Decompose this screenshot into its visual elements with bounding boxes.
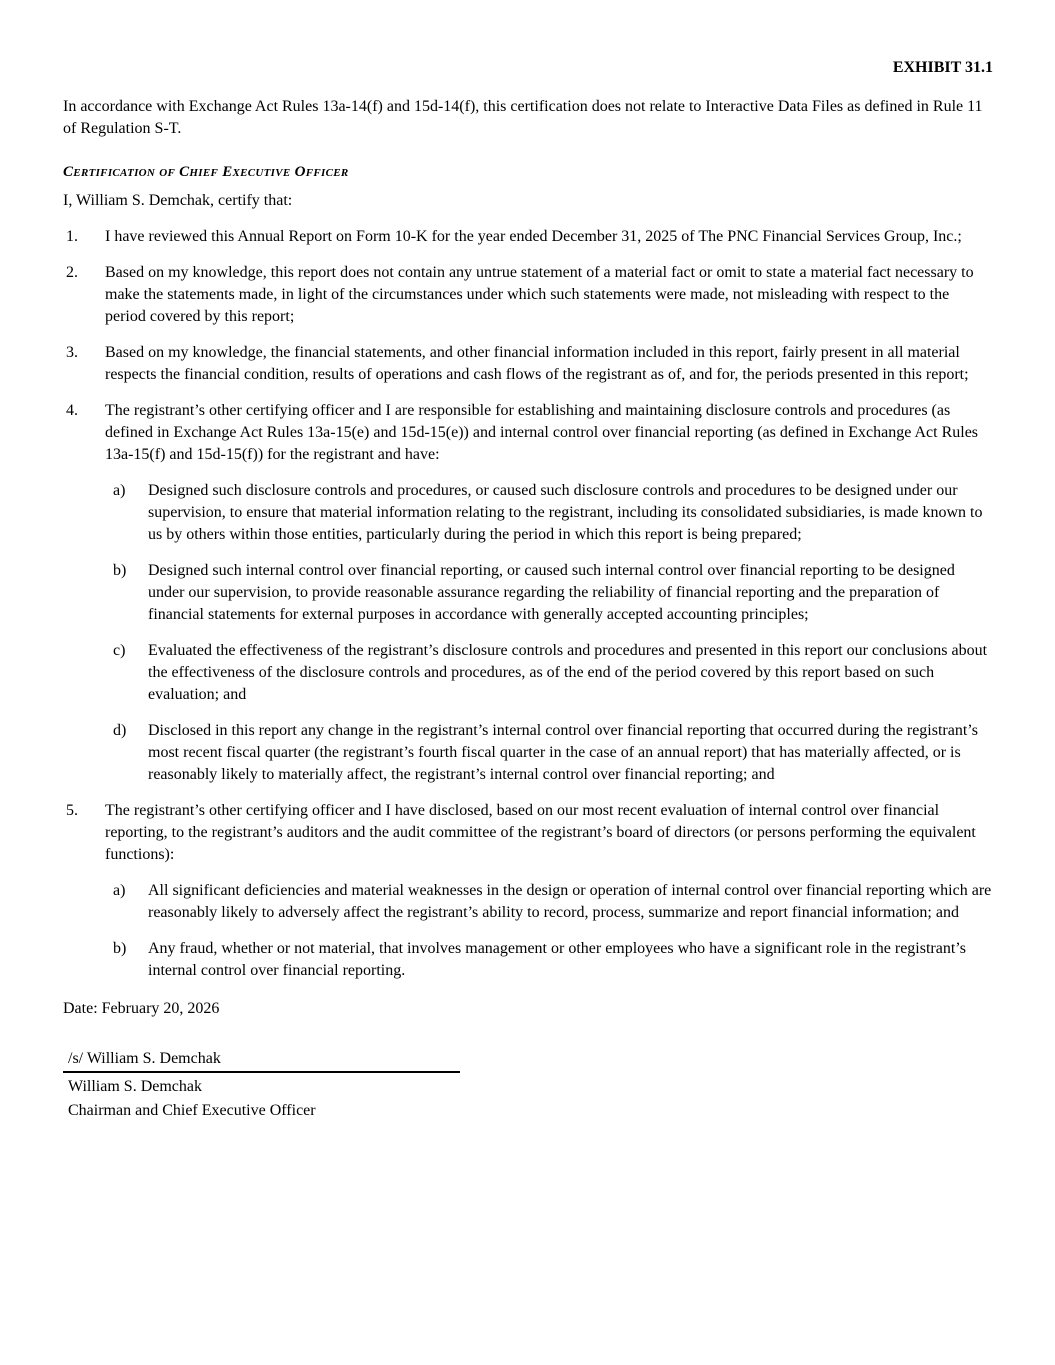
certify-line: I, William S. Demchak, certify that: [63,192,293,209]
sub-item-marker: c) [113,642,126,659]
sub-item-text: Disclosed in this report any change in the registrant’s internal control over financial reporting that occurred during the registrant’s most recent fiscal quarter (the registrant’s fourth fiscal quarter in the case of an annual report) that has materially affected, or is reasonably likely to materially affect, the registrant’s internal control over financial reporting; and [148,722,978,783]
list-item-4d [110,720,993,786]
list-item-text: The registrant’s other certifying officer and I are responsible for establishing and maintaining disclosure controls and procedures (as defined in Exchange Act Rules 13a-15(e) and 15d-15(e)) and internal control over financial reporting (as defined in Exchange Act Rules 13a-15(f) and 15d-15(f)) for the registrant and have: [105,402,979,463]
signer-name: William S. Demchak [68,1078,202,1095]
list-item-4 [63,400,993,466]
list-item-marker: 1. [66,228,78,245]
section-heading: Certification of Chief Executive Officer [63,164,349,180]
list-item-5b [110,938,993,982]
sub-item-text: Evaluated the effectiveness of the registrant’s disclosure controls and procedures and presented in this report our conclusions about the effectiveness of the disclosure controls and procedures, as of the end of the period covered by this report based on such evaluation; and [148,642,988,703]
list-item-text: The registrant’s other certifying officer and I have disclosed, based on our most recent evaluation of internal control over financial reporting, to the registrant’s auditors and the audit committee of the registrant’s board of directors (or persons performing the equivalent functions): [105,802,976,863]
sub-item-text: All significant deficiencies and material weaknesses in the design or operation of internal control over financial reporting which are reasonably likely to adversely affect the registrant’s ability to record, process, summarize and report financial information; and [148,882,992,921]
list-item-marker: 5. [66,802,78,819]
list-item-5 [63,800,993,866]
signature-text: /s/ William S. Demchak [63,1048,460,1073]
list-item-4a [110,480,993,546]
list-item-4b [110,560,993,626]
sub-item-marker: a) [113,482,126,499]
list-item-text: Based on my knowledge, the financial statements, and other financial information included in this report, fairly present in all material respects the financial condition, results of operations and cash flows of the registrant as of, and for, the periods presented in this report; [105,344,969,383]
list-item-text: I have reviewed this Annual Report on Form 10-K for the year ended December 31, 2025 of The PNC Financial Services Group, Inc.; [105,228,962,245]
list-item-marker: 3. [66,344,78,361]
signature-block [63,1048,993,1122]
sub-item-marker: a) [113,882,126,899]
date-line: Date: February 20, 2026 [63,1000,220,1017]
sub-item-text: Any fraud, whether or not material, that involves management or other employees who have a significant role in the registrant’s internal control over financial reporting. [148,940,966,979]
sub-item-text: Designed such internal control over financial reporting, or caused such internal control over financial reporting to be designed under our supervision, to provide reasonable assurance regarding the reliability of financial reporting and the preparation of financial statements for external purposes in accordance with generally accepted accounting principles; [148,562,955,623]
signer-title: Chairman and Chief Executive Officer [68,1102,316,1119]
sub-item-marker: d) [113,722,127,739]
intro-paragraph: In accordance with Exchange Act Rules 13a-14(f) and 15d-14(f), this certification does not relate to Interactive Data Files as defined in Rule 11 of Regulation S-T. [63,98,983,137]
list-item-marker: 2. [66,264,78,281]
list-item-2 [63,262,993,328]
list-item-marker: 4. [66,402,78,419]
exhibit-label: EXHIBIT 31.1 [892,59,993,76]
list-item-4c [110,640,993,706]
sub-item-text: Designed such disclosure controls and procedures, or caused such disclosure controls and procedures to be designed under our supervision, to ensure that material information relating to the registrant, including its consolidated subsidiaries, is made known to us by others within those entities, particularly during the period in which this report is being prepared; [148,482,983,543]
sub-item-marker: b) [113,940,127,957]
list-item-1 [63,226,993,248]
list-item-5a [110,880,993,924]
sub-item-marker: b) [113,562,127,579]
list-item-text: Based on my knowledge, this report does not contain any untrue statement of a material fact or omit to state a material fact necessary to make the statements made, in light of the circumstances under which such statements were made, not misleading with respect to the period covered by this report; [105,264,974,325]
list-item-3 [63,342,993,386]
